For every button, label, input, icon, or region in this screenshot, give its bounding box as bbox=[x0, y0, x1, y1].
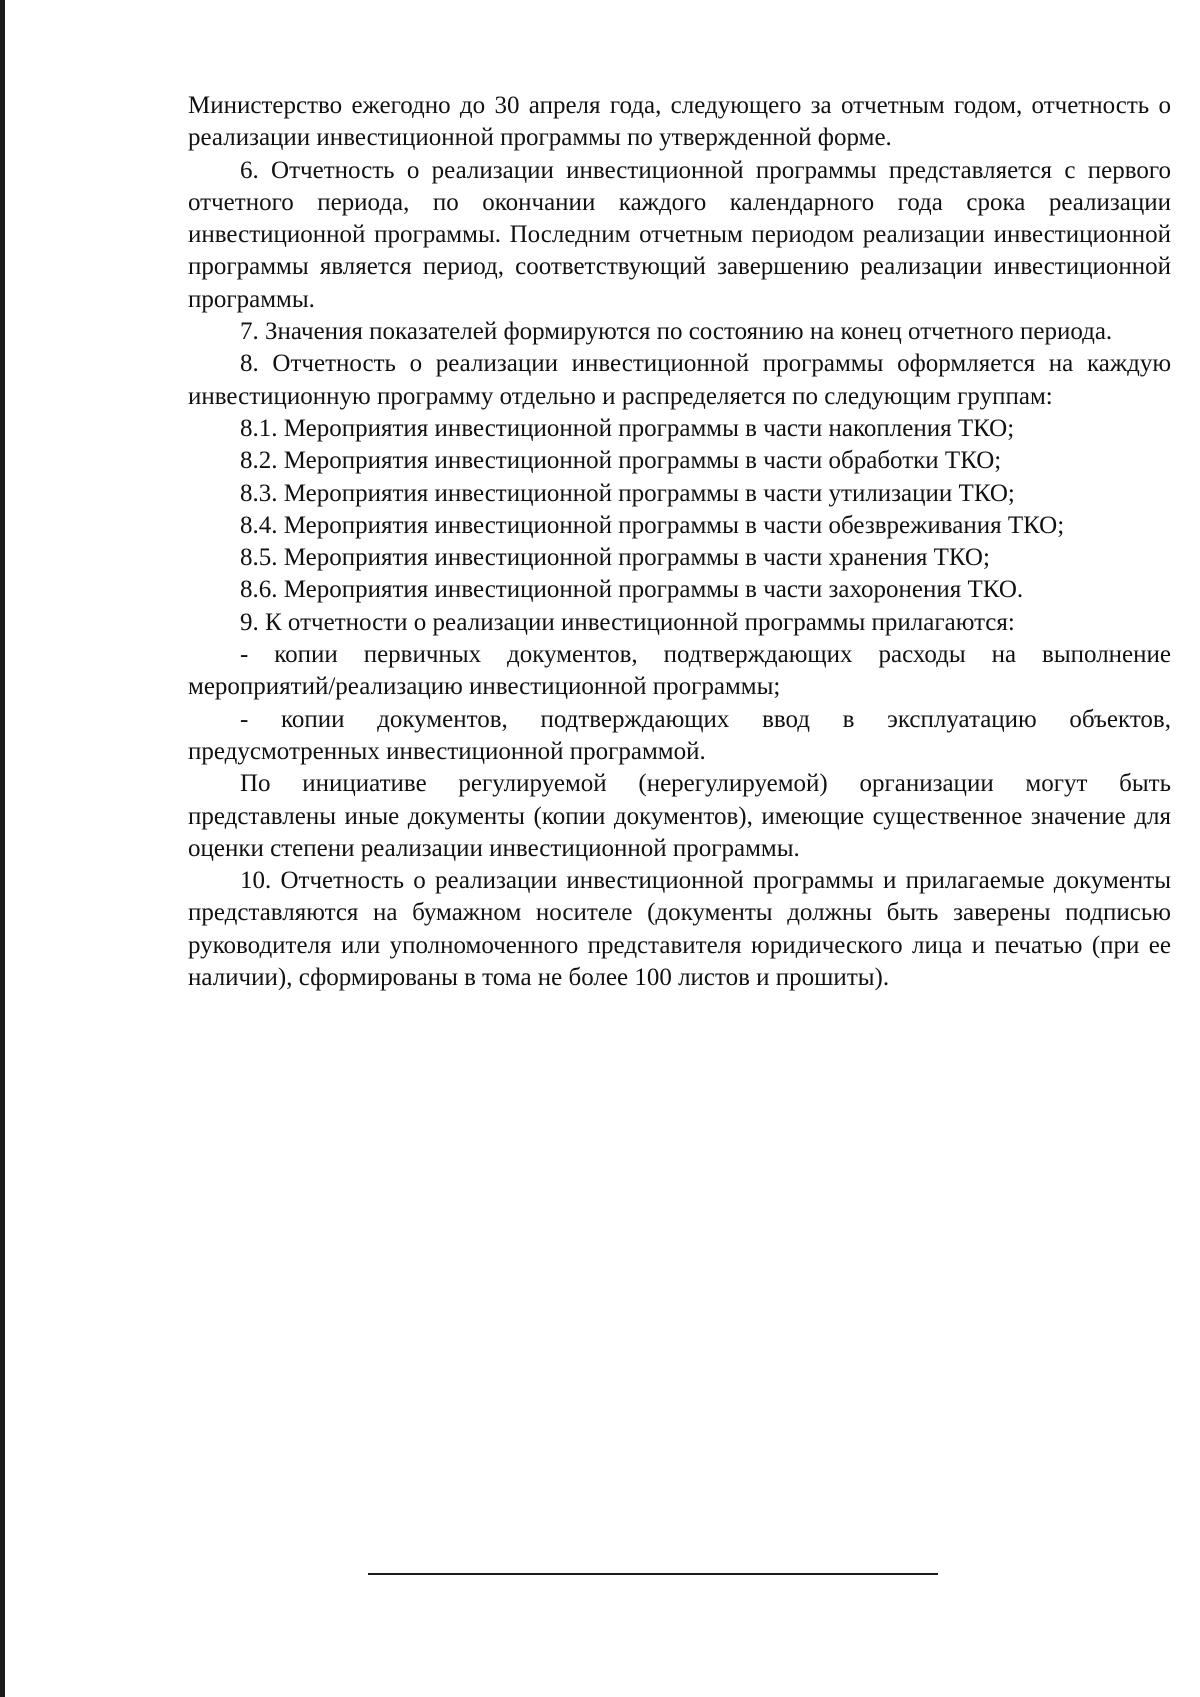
paragraph-item-8-2: 8.2. Мероприятия инвестиционной программы в части обработки ТКО; bbox=[240, 447, 1002, 475]
paragraph-item-8-5: 8.5. Мероприятия инвестиционной программы в части хранения ТКО; bbox=[240, 544, 990, 572]
paragraph-dash-primary-docs: - копии первичных документов, подтверждающих расходы на выполнение мероприятий/реализацию инвестиционной программы; bbox=[188, 641, 1171, 701]
paragraph-dash-commissioning-docs: - копии документов, подтверждающих ввод в эксплуатацию объектов, предусмотренных инвестиционной программой. bbox=[188, 705, 1171, 765]
closing-rule bbox=[368, 1573, 938, 1575]
paragraph-item-8: 8. Отчетность о реализации инвестиционной программы оформляется на каждую инвестиционную программу отдельно и распределяется по следующим группам: bbox=[188, 350, 1171, 410]
paragraph-item-8-1: 8.1. Мероприятия инвестиционной программы в части накопления ТКО; bbox=[240, 414, 1015, 442]
paragraph-item-8-3: 8.3. Мероприятия инвестиционной программы в части утилизации ТКО; bbox=[240, 479, 1015, 507]
paragraph-item-9: 9. К отчетности о реализации инвестиционной программы прилагаются: bbox=[240, 608, 1015, 636]
paragraph-continuation: Министерство ежегодно до 30 апреля года, следующего за отчетным годом, отчетность о реализации инвестиционной программы по утвержденной форме. bbox=[188, 92, 1171, 152]
paragraph-item-7: 7. Значения показателей формируются по состоянию на конец отчетного периода. bbox=[240, 318, 1113, 346]
paragraph-other-documents: По инициативе регулируемой (нерегулируемой) организации могут быть представлены иные документы (копии документов), имеющие существенное значение для оценки степени реализации инвестиционной программы. bbox=[188, 770, 1171, 862]
paragraph-item-6: 6. Отчетность о реализации инвестиционной программы представляется с первого отчетного периода, по окончании каждого календарного года срока реализации инвестиционной программы. Последним отчетным периодом реализации инвестиционной программы является период, соответствующий завершению реализации инвестиционной программы. bbox=[188, 156, 1171, 313]
document-body bbox=[188, 90, 1171, 994]
paragraph-item-10: 10. Отчетность о реализации инвестиционной программы и прилагаемые документы представляются на бумажном носителе (документы должны быть заверены подписью руководителя или уполномоченного представителя юридического лица и печатью (при ее наличии), сформированы в тома не более 100 листов и прошиты). bbox=[188, 867, 1171, 992]
scan-edge bbox=[0, 0, 5, 1697]
paragraph-item-8-4: 8.4. Мероприятия инвестиционной программы в части обезвреживания ТКО; bbox=[240, 511, 1065, 539]
paragraph-item-8-6: 8.6. Мероприятия инвестиционной программы в части захоронения ТКО. bbox=[240, 576, 1024, 604]
